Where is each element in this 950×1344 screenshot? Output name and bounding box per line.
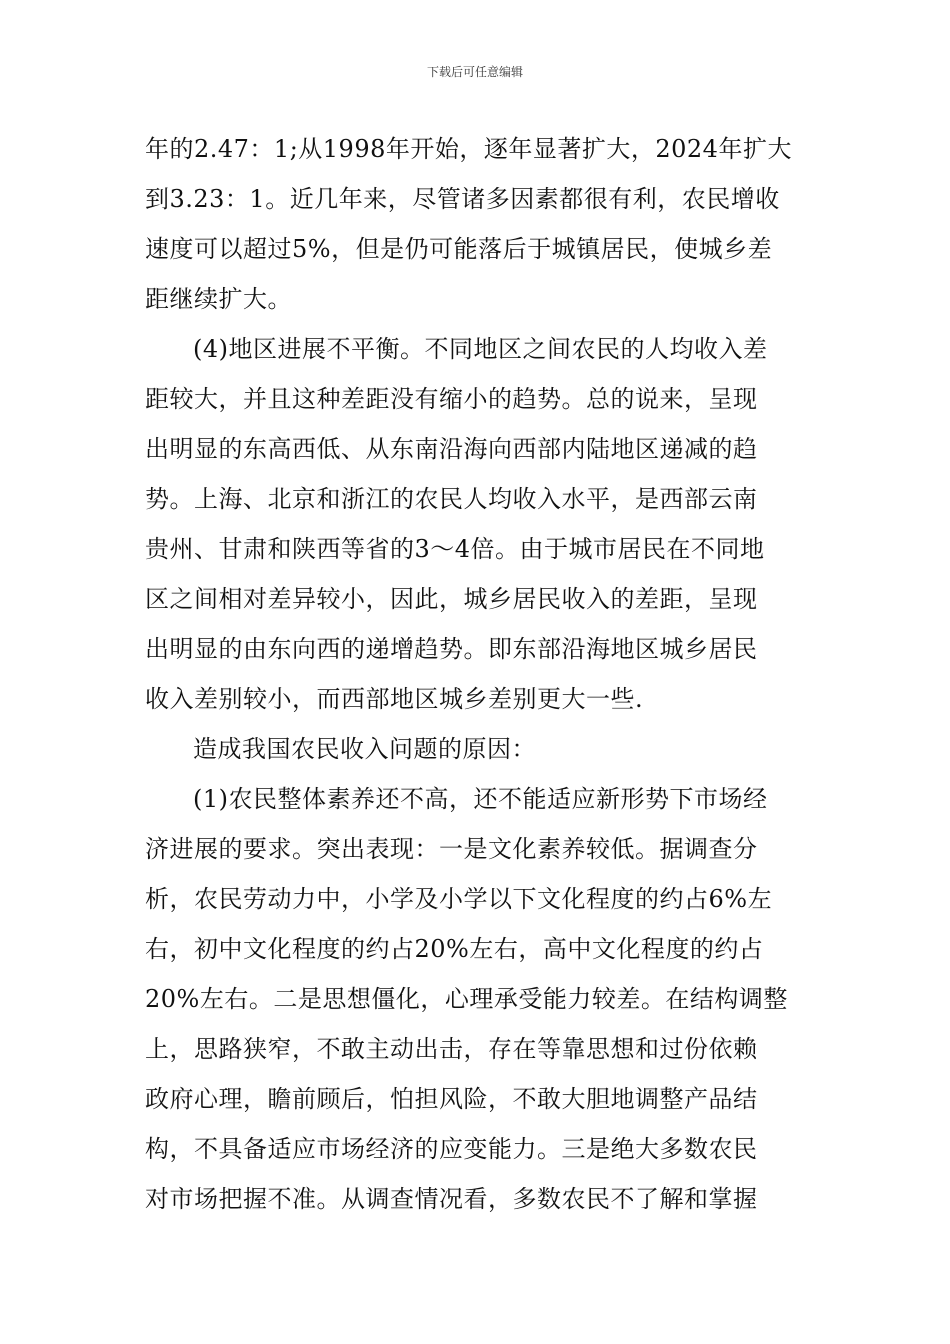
text-line: 构，不具备适应市场经济的应变能力。三是绝大多数农民 (145, 1135, 758, 1163)
text-line: 势。上海、北京和浙江的农民人均收入水平，是西部云南 (145, 485, 758, 513)
text-line: 上，思路狭窄，不敢主动出击，存在等靠思想和过份依赖 (145, 1035, 758, 1063)
text-line: 收入差别较小，而西部地区城乡差别更大一些. (145, 685, 644, 713)
section-heading: 造成我国农民收入问题的原因： (193, 735, 536, 763)
text-line: 析，农民劳动力中，小学及小学以下文化程度的约占6%左 (145, 885, 773, 913)
text-line: 速度可以超过5%，但是仍可能落后于城镇居民，使城乡差 (145, 235, 773, 263)
text-line: 到3.23：1。近几年来，尽管诸多因素都很有利，农民增收 (145, 185, 780, 213)
paragraph-first-line: (4)地区进展不平衡。不同地区之间农民的人均收入差 (193, 335, 768, 363)
text-line: 右，初中文化程度的约占20%左右，高中文化程度的约占 (145, 935, 764, 963)
text-line: 出明显的由东向西的递增趋势。即东部沿海地区城乡居民 (145, 635, 758, 663)
text-line: 出明显的东高西低、从东南沿海向西部内陆地区递减的趋 (145, 435, 758, 463)
text-line: 贵州、甘肃和陕西等省的3～4倍。由于城市居民在不同地 (145, 535, 765, 563)
page-header: 下载后可任意编辑 (426, 65, 523, 79)
text-line: 距继续扩大。 (145, 285, 292, 313)
text-line: 政府心理，瞻前顾后，怕担风险，不敢大胆地调整产品结 (145, 1085, 758, 1113)
text-line: 对市场把握不准。从调查情况看，多数农民不了解和掌握 (145, 1185, 758, 1213)
text-line: 区之间相对差异较小，因此，城乡居民收入的差距，呈现 (145, 585, 758, 613)
text-line: 20%左右。二是思想僵化，心理承受能力较差。在结构调整 (145, 985, 788, 1013)
paragraph-first-line: (1)农民整体素养还不高，还不能适应新形势下市场经 (193, 785, 768, 813)
text-line: 济进展的要求。突出表现：一是文化素养较低。据调查分 (145, 835, 758, 863)
text-line: 年的2.47：1;从1998年开始，逐年显著扩大，2024年扩大 (145, 135, 792, 163)
text-line: 距较大，并且这种差距没有缩小的趋势。总的说来，呈现 (145, 385, 758, 413)
